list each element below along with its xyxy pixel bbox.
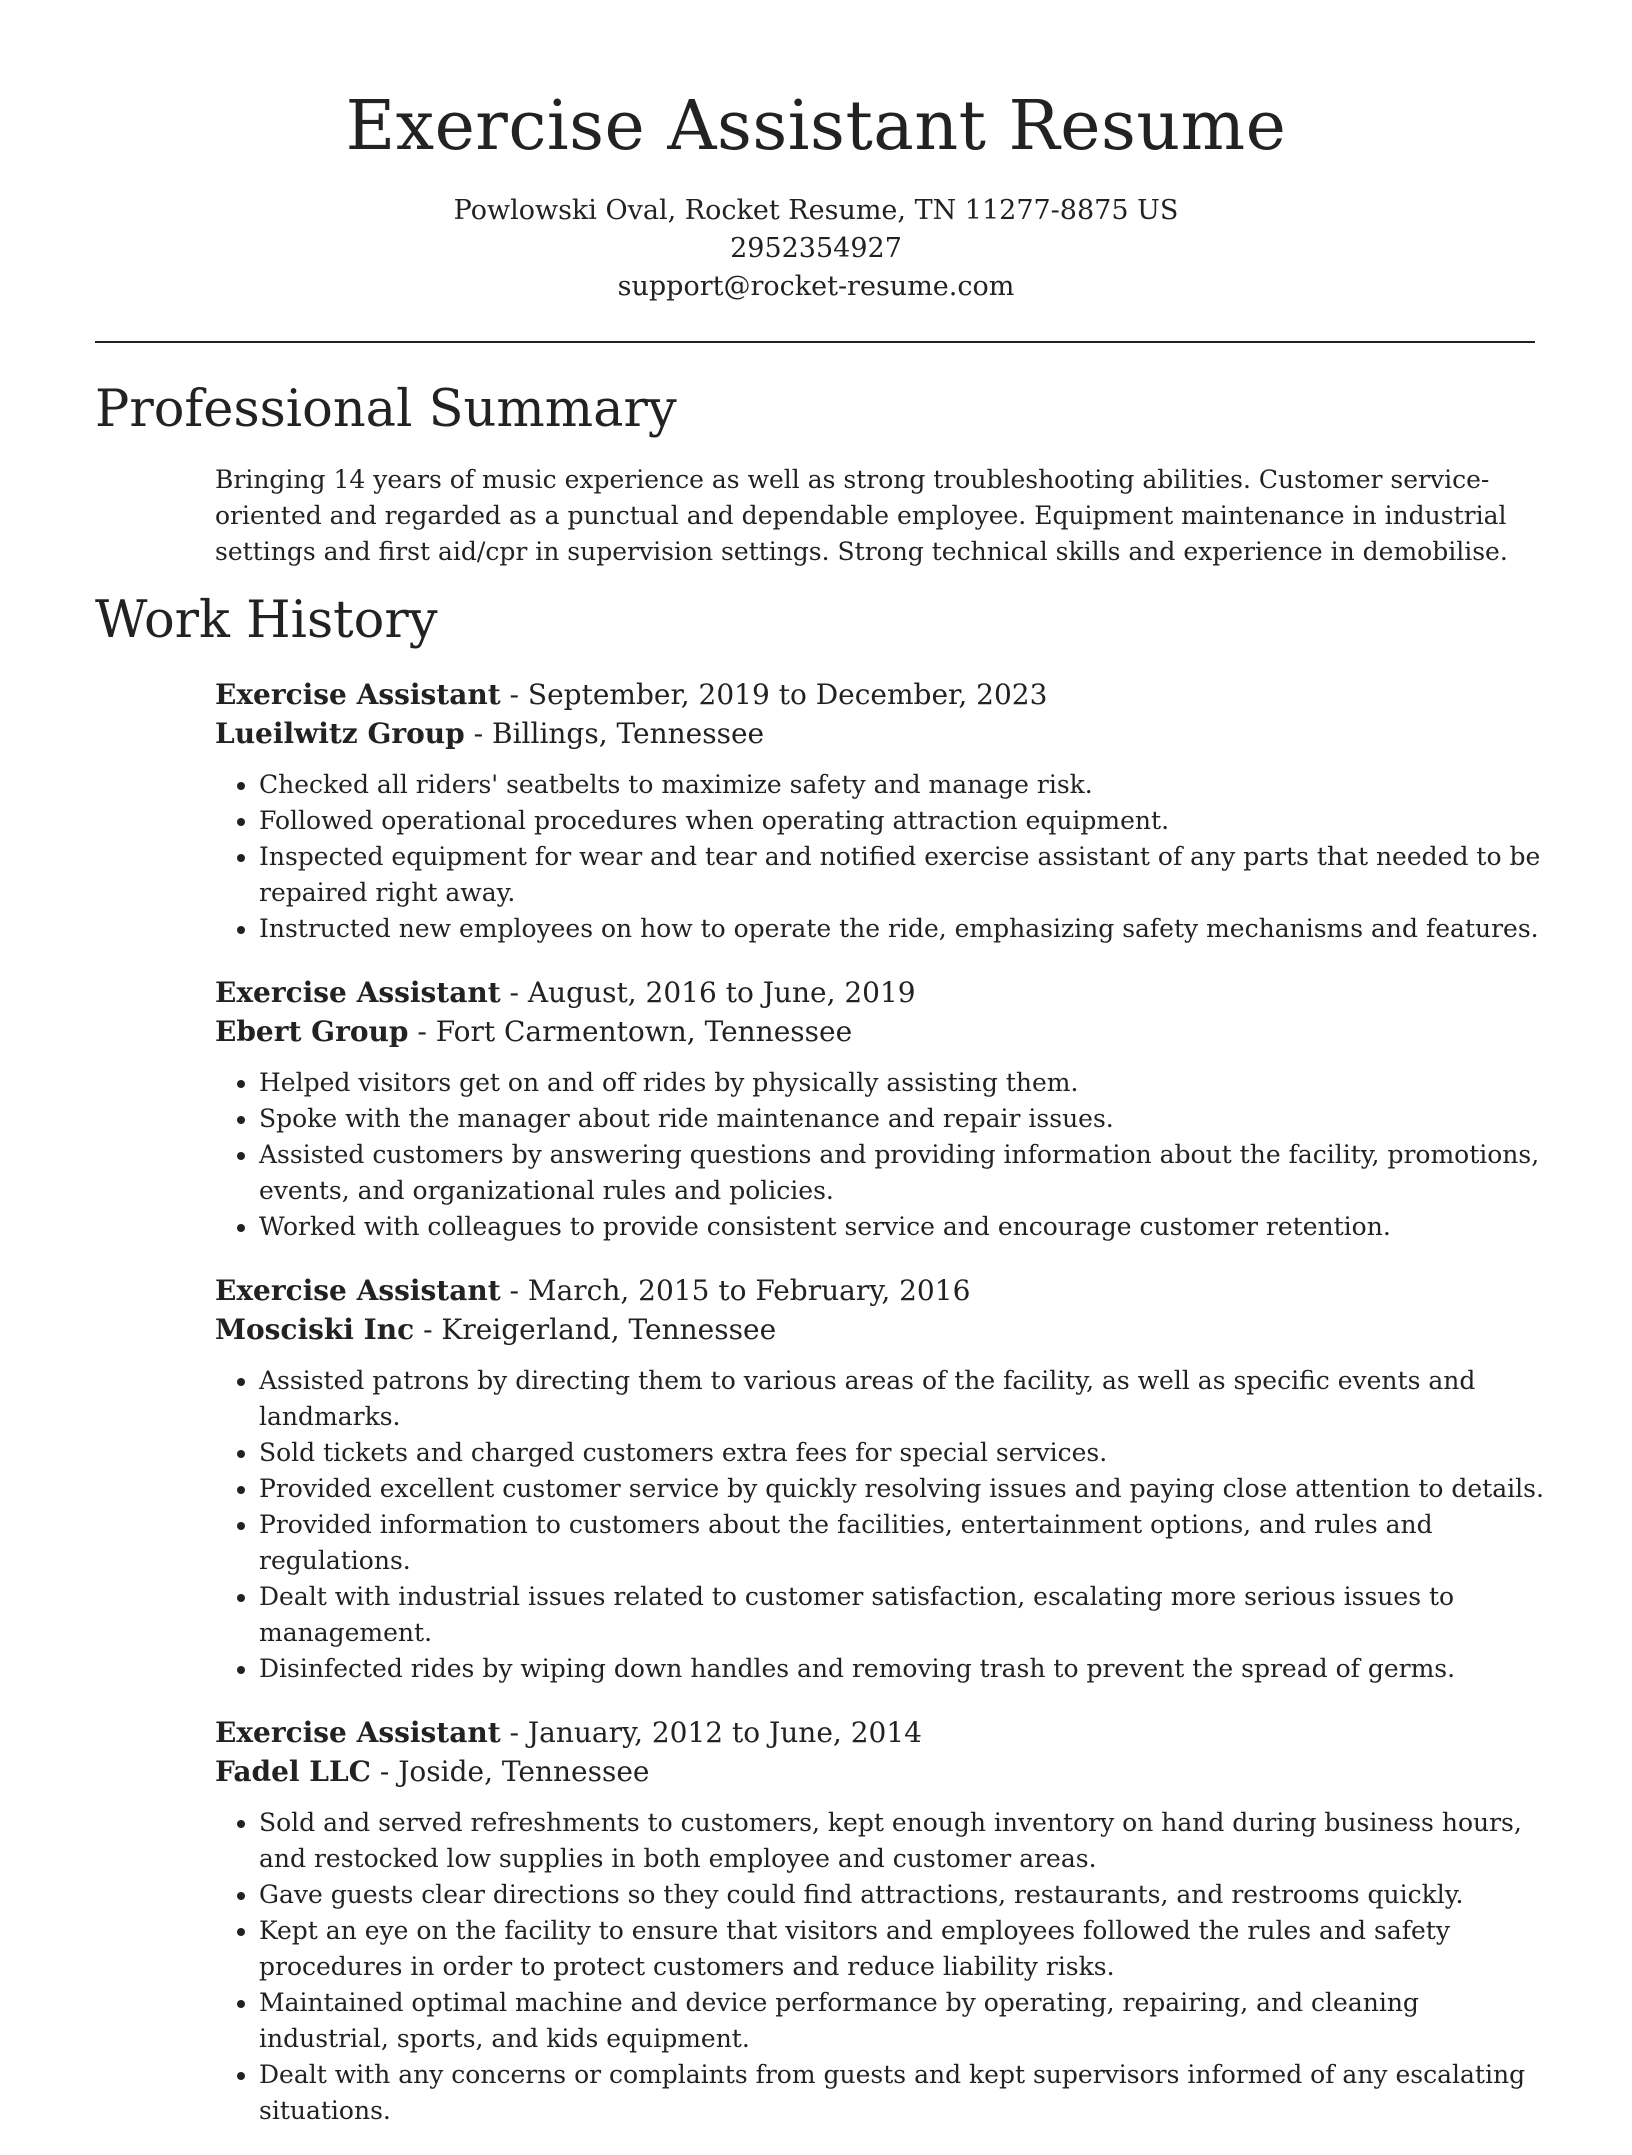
contact-block (0, 192, 1632, 306)
job-location: - Kreigerland, Tennessee (414, 1313, 777, 1346)
job-bullet: • Spoke with the manager about ride maintenance and repair issues. (259, 1101, 1545, 1137)
job-title-line (215, 1271, 1545, 1310)
job-title-line (215, 1713, 1545, 1752)
job-company: Fadel LLC (215, 1755, 371, 1788)
job-bullet: • Gave guests clear directions so they could find attractions, restaurants, and restrooms quickly. (259, 1877, 1545, 1913)
job-title: Exercise Assistant (215, 1716, 501, 1749)
contact-phone: 2952354927 (730, 233, 902, 264)
job-bullets (215, 1805, 1545, 2129)
job-bullet: • Instructed new employees on how to operate the ride, emphasizing safety mechanisms and features. (259, 911, 1545, 947)
contact-email: support@rocket-resume.com (617, 271, 1015, 302)
job-entry (215, 1713, 1545, 2129)
job-entry (215, 973, 1545, 1245)
job-dates: - September, 2019 to December, 2023 (500, 678, 1048, 711)
job-bullets (215, 767, 1545, 947)
header-divider (95, 341, 1535, 343)
job-bullet: • Provided excellent customer service by quickly resolving issues and paying close attention to details. (259, 1471, 1545, 1507)
job-bullet: • Provided information to customers about the facilities, entertainment options, and rules and regulations. (259, 1507, 1545, 1579)
work-history-list (215, 675, 1545, 2155)
summary-text: Bringing 14 years of music experience as well as strong troubleshooting abilities. Customer service-oriented and regarded as a punctual and dependable employee. Equipment maintenance in industrial settings and first aid/cpr in supervision settings. Strong technical skills and experience in demobilise. (215, 465, 1508, 566)
job-title-line (215, 675, 1545, 714)
job-bullet: • Assisted customers by answering questions and providing information about the facility, promotions, events, and organizational rules and policies. (259, 1137, 1545, 1209)
job-company: Mosciski Inc (215, 1313, 415, 1346)
work-history-heading: Work History (95, 591, 438, 650)
job-company: Lueilwitz Group (215, 717, 465, 750)
job-entry (215, 675, 1545, 947)
job-dates: - January, 2012 to June, 2014 (500, 1716, 922, 1749)
job-location: - Billings, Tennessee (464, 717, 765, 750)
job-company-line (215, 714, 1545, 753)
job-bullet: • Checked all riders' seatbelts to maximize safety and manage risk. (259, 767, 1545, 803)
job-bullet: • Followed operational procedures when operating attraction equipment. (259, 803, 1545, 839)
job-title: Exercise Assistant (215, 1274, 501, 1307)
job-bullets (215, 1065, 1545, 1245)
job-entry (215, 1271, 1545, 1687)
job-bullet: • Worked with colleagues to provide consistent service and encourage customer retention. (259, 1209, 1545, 1245)
job-bullet: • Dealt with any concerns or complaints from guests and kept supervisors informed of any escalating situations. (259, 2057, 1545, 2129)
job-company: Ebert Group (215, 1015, 409, 1048)
job-company-line (215, 1752, 1545, 1791)
job-dates: - March, 2015 to February, 2016 (500, 1274, 971, 1307)
job-title: Exercise Assistant (215, 678, 501, 711)
job-bullet: • Inspected equipment for wear and tear and notified exercise assistant of any parts that needed to be repaired right away. (259, 839, 1545, 911)
contact-address: Powlowski Oval, Rocket Resume, TN 11277-8875 US (453, 195, 1179, 226)
resume-header (0, 0, 1632, 306)
job-bullet: • Helped visitors get on and off rides by physically assisting them. (259, 1065, 1545, 1101)
job-location: - Fort Carmentown, Tennessee (408, 1015, 853, 1048)
job-company-line (215, 1310, 1545, 1349)
job-bullet: • Dealt with industrial issues related to customer satisfaction, escalating more serious issues to management. (259, 1579, 1545, 1651)
resume-title: Exercise Assistant Resume (345, 87, 1287, 166)
job-bullet: • Kept an eye on the facility to ensure that visitors and employees followed the rules and safety procedures in order to protect customers and reduce liability risks. (259, 1913, 1545, 1985)
job-bullets (215, 1363, 1545, 1687)
job-bullet: • Sold tickets and charged customers extra fees for special services. (259, 1435, 1545, 1471)
job-title: Exercise Assistant (215, 976, 501, 1009)
job-bullet: • Disinfected rides by wiping down handles and removing trash to prevent the spread of germs. (259, 1651, 1545, 1687)
job-bullet: • Assisted patrons by directing them to various areas of the facility, as well as specific events and landmarks. (259, 1363, 1545, 1435)
job-bullet: • Sold and served refreshments to customers, kept enough inventory on hand during business hours, and restocked low supplies in both employee and customer areas. (259, 1805, 1545, 1877)
job-bullet: • Maintained optimal machine and device performance by operating, repairing, and cleaning industrial, sports, and kids equipment. (259, 1985, 1545, 2057)
job-location: - Joside, Tennessee (370, 1755, 650, 1788)
summary-heading: Professional Summary (95, 380, 677, 439)
job-dates: - August, 2016 to June, 2019 (500, 976, 916, 1009)
job-title-line (215, 973, 1545, 1012)
job-company-line (215, 1012, 1545, 1051)
